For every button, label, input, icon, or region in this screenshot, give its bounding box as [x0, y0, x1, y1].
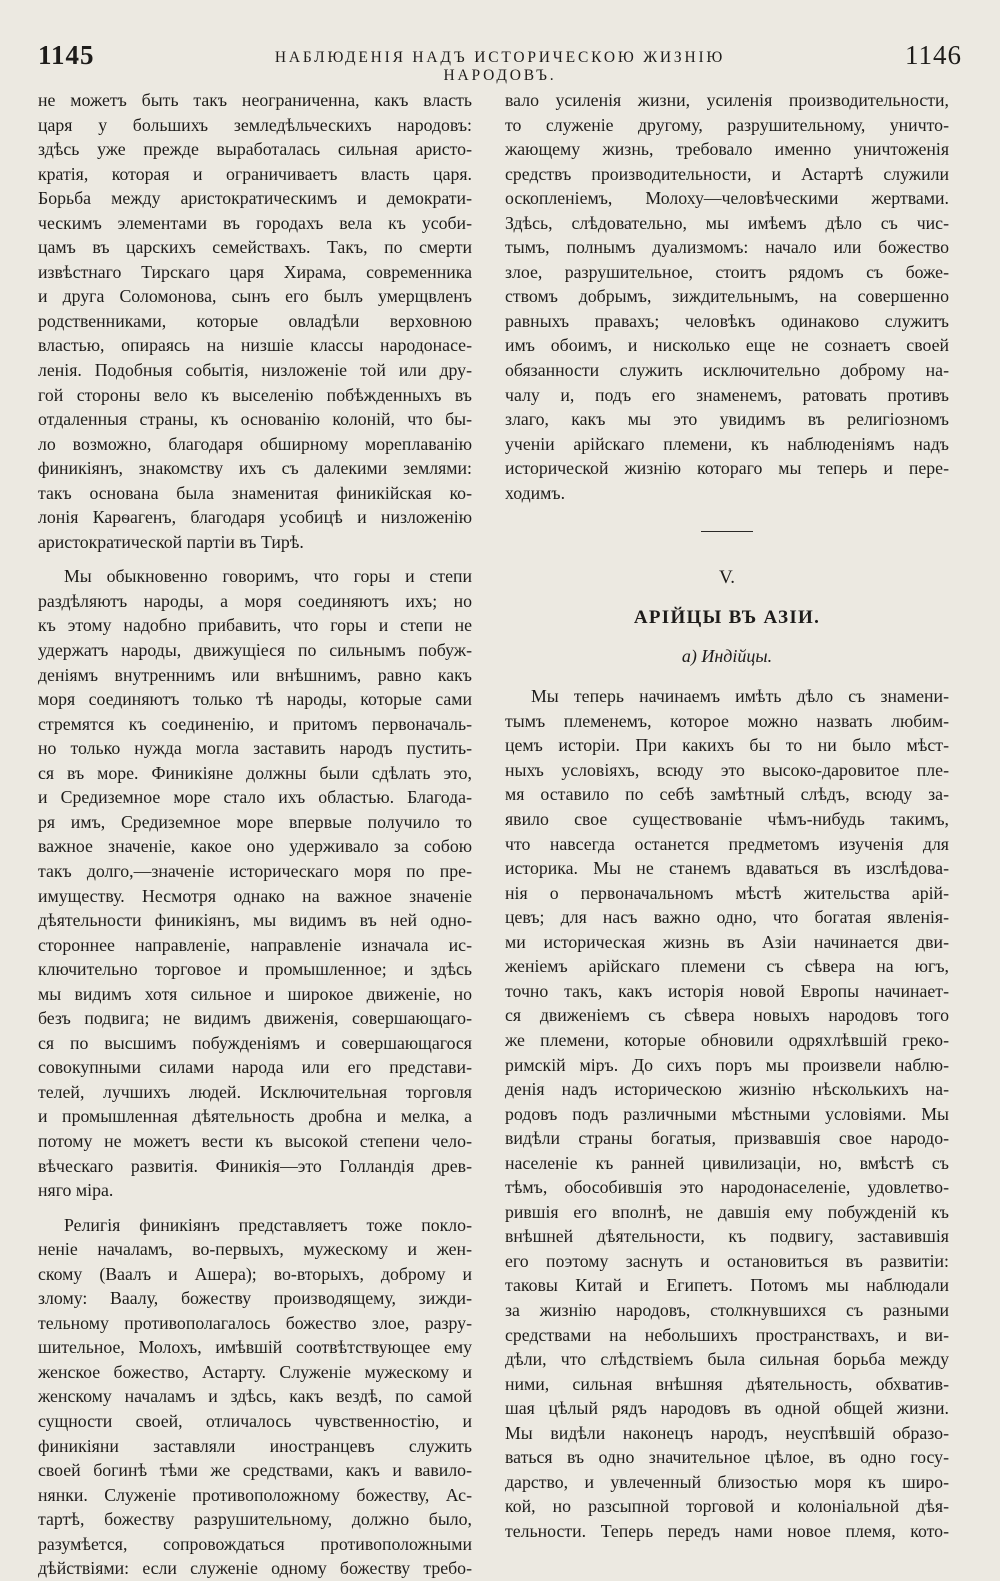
text-line: здѣсь уже прежде выработалась сильная аристо- — [38, 139, 472, 160]
text-line: имуществу. Несмотря однако на важное значеніе — [38, 885, 472, 906]
left-paragraph-3 — [38, 1213, 472, 1581]
text-line: кратія, которая и ограничиваетъ власть царя. — [38, 163, 472, 184]
text-line: вѣческаго развитія. Финикія—это Голландія древ- — [38, 1155, 472, 1176]
right-column — [505, 88, 949, 1543]
text-line: такъ долго,—значеніе историческаго моря по пре- — [38, 860, 472, 881]
text-line: стороннее направленіе, направленіе изначала ис- — [38, 934, 472, 955]
text-line: извѣстнаго Тирскаго царя Хирама, современника — [38, 261, 472, 282]
text-line: внѣшней дѣятельности, къ подвигу, заставившія — [505, 1226, 949, 1247]
text-line: шая цѣлый рядъ народовъ въ одной общей жизни. — [505, 1398, 949, 1419]
text-line: ло возможно, благодаря обширному мореплаванію — [38, 433, 472, 454]
text-line: тымъ, полнымъ дуализмомъ: начало или божество — [505, 237, 949, 258]
right-paragraph-1 — [505, 88, 949, 505]
text-line: и Средиземное море стало ихъ областью. Благода- — [38, 787, 472, 808]
text-line: средствами на небольшихъ пространствахъ, и ви- — [505, 1324, 949, 1345]
text-line: же племени, которые обновили одряхлѣвшій греко- — [505, 1029, 949, 1050]
text-line: что навсегда останется предметомъ изученія для — [505, 833, 949, 854]
text-line: равныхъ правахъ; человѣкъ одинаково служитъ — [505, 310, 949, 331]
text-line: и друга Соломонова, сынъ его былъ умерщвленъ — [38, 286, 472, 307]
text-line: ними, сильная внѣшняя дѣятельность, обхватив- — [505, 1373, 949, 1394]
text-line: моря соединяютъ только тѣ народы, которые сами — [38, 689, 472, 710]
text-line: обязанности служить исключительно доброму на- — [505, 360, 949, 381]
text-line: мя оставило по себѣ замѣтный слѣдъ, всюду за- — [505, 784, 949, 805]
text-line: потому не можетъ вести къ высокой степени чело- — [38, 1130, 472, 1151]
text-line: разумѣется, сопровождаться противоположными — [38, 1533, 472, 1554]
section-divider-rule — [701, 531, 753, 532]
text-line: женскому началамъ и здѣсь, какъ вездѣ, по самой — [38, 1386, 472, 1407]
text-line: кой, но разсыпной торговой и колоніальной дѣя- — [505, 1496, 949, 1517]
left-paragraph-1 — [38, 88, 472, 554]
text-line: цевъ; для насъ важно одно, что богатая явленія- — [505, 907, 949, 928]
text-line: ся по высшимъ побужденіямъ и совершающагося — [38, 1032, 472, 1053]
text-line: средствъ производительности, и Астартѣ служили — [505, 163, 949, 184]
text-line: ленія. Подобныя событія, низложеніе той или дру- — [38, 360, 472, 381]
text-line: и промышленная дѣятельность дробна и мелка, а — [38, 1106, 472, 1127]
text-line: такъ основана была знаменитая финикійская ко- — [38, 482, 472, 503]
text-line: гой стороны вело къ выселенію побѣжденныхъ въ — [38, 384, 472, 405]
text-line: тымъ племенемъ, которое можно назвать любим- — [505, 710, 949, 731]
text-line: ключительно торговое и промышленное; и здѣсь — [38, 959, 472, 980]
running-head-title: НАБЛЮДЕНІЯ НАДЪ ИСТОРИЧЕСКОЮ ЖИЗНІЮ НАРОДОВЪ. — [274, 49, 726, 84]
text-line: видѣли страны богатыя, призвавшія свое народо- — [505, 1128, 949, 1149]
text-line: Здѣсь, слѣдовательно, мы имѣемъ дѣло съ чис- — [505, 212, 949, 233]
text-line: дѣли, что слѣдствіемъ была сильная борьба между — [505, 1349, 949, 1370]
text-line: тѣмъ, обособившія это народонаселеніе, удовлетво- — [505, 1177, 949, 1198]
text-line: за жизнію народовъ, столкнувшихся съ разными — [505, 1299, 949, 1320]
text-line: имъ обоимъ, и нисколько еще не сознаетъ своей — [505, 335, 949, 356]
right-paragraph-2 — [505, 684, 949, 1543]
text-line: женіемъ арійскаго племени съ сѣвера на югъ, — [505, 956, 949, 977]
text-line: нянки. Служеніе противоположному божеству, Ас- — [38, 1484, 472, 1505]
text-line: рившія его вполнѣ, не давшія ему побужденій къ — [505, 1201, 949, 1222]
text-line: женское божество, Астарту. Служеніе мужескому и — [38, 1361, 472, 1382]
text-line: Мы теперь начинаемъ имѣть дѣло съ знамени- — [531, 686, 949, 707]
text-line: не можетъ быть такъ неограниченна, какъ власть — [38, 90, 472, 110]
text-line: исторической жизнію котораго мы теперь и пере- — [505, 458, 949, 479]
text-line: злое, разрушительное, стоитъ рядомъ съ боже- — [505, 261, 949, 282]
text-line: ствомъ добрымъ, зиждительнымъ, на совершенно — [505, 286, 949, 307]
text-line: ря имъ, Средиземное море впервые получило то — [38, 811, 472, 832]
section-number: V. — [718, 567, 736, 589]
text-line: лонія Карѳагенъ, благодаря усобицѣ и низложенію — [38, 507, 472, 528]
text-line: отдаленныя страны, къ основанію колоній, что бы- — [38, 409, 472, 430]
text-line: финикіянъ, знакомству ихъ съ далекими землями: — [38, 458, 472, 479]
text-line: дѣйствіями: если служеніе одному божеству требо- — [38, 1558, 472, 1579]
text-line: тельному противополагалось божество злое, разру- — [38, 1312, 472, 1333]
text-line: мы видимъ хотя сильное и широкое движеніе, но — [38, 983, 472, 1004]
section-subtitle: а) Индійцы. — [681, 646, 773, 667]
text-line: телей, лучшихъ людей. Исключительная торговля — [38, 1081, 472, 1102]
text-line: нія о первоначальномъ мѣстѣ жительства арій- — [505, 882, 949, 903]
text-line: Борьба между аристократическимъ и демократи- — [38, 188, 472, 209]
text-line: ходимъ. — [505, 482, 566, 503]
left-paragraph-2 — [38, 564, 472, 1202]
text-line: злому: Ваалу, божеству производящему, зижди- — [38, 1288, 472, 1309]
text-line: ся въ море. Финикіяне должны были сдѣлать это, — [38, 762, 472, 783]
page-number-left: 1145 — [38, 40, 95, 70]
text-line: Мы обыкновенно говоримъ, что горы и степи — [64, 566, 472, 587]
text-line: неніе началамъ, во-первыхъ, мужескому и жен- — [38, 1239, 472, 1260]
text-line: финикіяни заставляли иностранцевъ служить — [38, 1435, 472, 1456]
text-line: денія надъ историческою жизнію нѣсколькихъ на- — [505, 1079, 949, 1100]
text-line: царя у большихъ земледѣльческихъ народовъ: — [38, 114, 472, 135]
text-line: цамъ въ царскихъ семействахъ. Такъ, по смерти — [38, 237, 472, 258]
text-line: ныхъ условіяхъ, всюду это высоко-даровитое пле- — [505, 759, 949, 780]
text-line: родственниками, которые овладѣли верховною — [38, 310, 472, 331]
text-line: шительное, Молохъ, имѣвшій соотвѣтствующее ему — [38, 1337, 472, 1358]
text-line: дарство, и увлеченный близостью моря къ широ- — [505, 1471, 949, 1492]
text-line: стремятся къ соединенію, и притомъ первоначаль- — [38, 713, 472, 734]
text-line: своей богинѣ тѣми же средствами, какъ и вавило- — [38, 1460, 472, 1481]
text-line: ческимъ элементами въ городахъ вела къ усоби- — [38, 212, 472, 233]
text-line: властью, опираясь на низшіе классы народонасе- — [38, 335, 472, 356]
text-line: удержатъ народы, движущіеся по сильнымъ побуж- — [38, 640, 472, 661]
section-title: АРІЙЦЫ ВЪ АЗІИ. — [633, 607, 821, 629]
left-column — [38, 88, 472, 1581]
text-line: къ этому надобно прибавить, что горы и степи не — [38, 615, 472, 636]
text-line: няго міра. — [38, 1180, 114, 1201]
text-line: но только нужда могла заставить народъ пустить- — [38, 738, 472, 759]
text-line: деніямъ внутреннимъ или внѣшнимъ, равно какъ — [38, 664, 472, 685]
text-line: жающему жизнь, требовало именно уничтоженія — [505, 139, 949, 160]
text-line: сущности своей, отличалось чувственностію, и — [38, 1410, 472, 1431]
text-line: Религія финикіянъ представляетъ тоже покло- — [64, 1214, 472, 1235]
text-line: безъ подвига; не видимъ движенія, совершающаго- — [38, 1008, 472, 1029]
page-number-right: 1146 — [905, 40, 962, 70]
text-line: Мы видѣли наконецъ народъ, неуспѣвшій образо- — [505, 1422, 949, 1443]
text-line: родовъ подъ различными мѣстными условіями. Мы — [505, 1103, 949, 1124]
text-line: таковы Китай и Египетъ. Потомъ мы наблюдали — [505, 1275, 949, 1296]
text-line: точно такъ, какъ исторія новой Европы начинает- — [505, 980, 949, 1001]
text-line: цемъ исторіи. При какихъ бы то ни было мѣст- — [505, 735, 949, 756]
text-line: совокупными силами народа или его представи- — [38, 1057, 472, 1078]
page-header — [38, 40, 962, 84]
text-line: явило свое существованіе чѣмъ-нибудь такимъ, — [505, 809, 949, 830]
text-line: вало усиленія жизни, усиленія производительности, — [505, 90, 949, 110]
text-line: римскій міръ. До сихъ поръ мы произвели наблю- — [505, 1054, 949, 1075]
text-line: оскопленіемъ, Молоху—человѣческими жертвами. — [505, 188, 949, 209]
text-line: его поэтому заснуть и остановиться въ развитіи: — [505, 1250, 949, 1271]
text-line: аристократической партіи въ Тирѣ. — [38, 531, 304, 552]
text-line: раздѣляютъ народы, а моря соединяютъ ихъ; но — [38, 590, 472, 611]
text-line: важное значеніе, какое оно удерживало за собою — [38, 836, 472, 857]
text-line: то служеніе другому, разрушительному, уничто- — [505, 114, 949, 135]
text-line: историка. Мы не станемъ вдаваться въ изслѣдова- — [505, 858, 949, 879]
text-line: чалу и, подъ его знаменемъ, ратовать противъ — [505, 384, 949, 405]
text-line: тельности. Теперь передъ нами новое племя, кото- — [505, 1520, 949, 1541]
text-line: злаго, какъ мы это увидимъ въ религіозномъ — [505, 409, 949, 430]
text-line: ми историческая жизнь въ Азіи начинается дви- — [505, 931, 949, 952]
text-line: тартѣ, божеству разрушительному, должно было, — [38, 1509, 472, 1530]
text-line: дѣятельности финикіянъ, мы видимъ въ ней одно- — [38, 910, 472, 931]
text-line: населеніе къ ранней цивилизаціи, но, вмѣстѣ съ — [505, 1152, 949, 1173]
text-line: ваться въ одно значительное цѣлое, въ одно госу- — [505, 1447, 949, 1468]
text-line: скому (Ваалъ и Ашера); во-вторыхъ, доброму и — [38, 1263, 472, 1284]
text-line: ученіи арійскаго племени, къ наблюденіямъ надъ — [505, 433, 949, 454]
text-line: ся движеніемъ съ сѣвера новыхъ народовъ того — [505, 1005, 949, 1026]
